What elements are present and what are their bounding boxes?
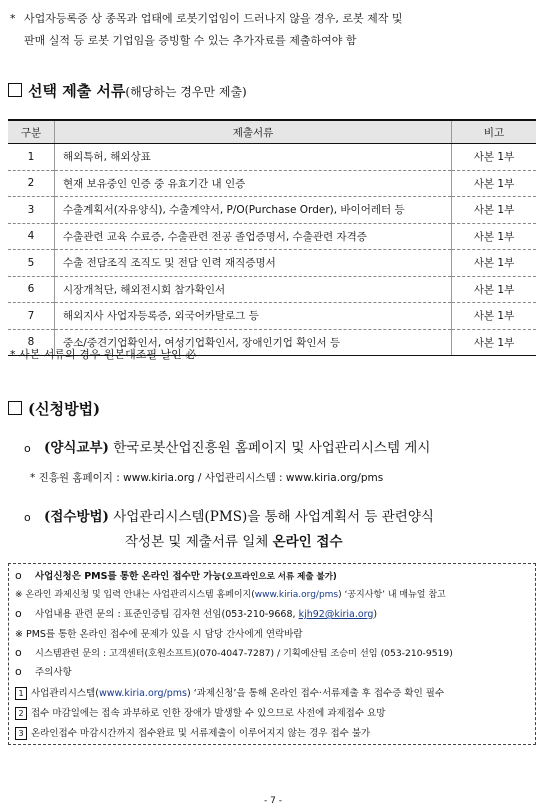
- circle-bullet-icon: o: [15, 607, 22, 620]
- pms-url: www.kiria.org/pms: [254, 590, 339, 600]
- circle-bullet-icon: o: [15, 646, 22, 659]
- header-doc: 제출서류: [55, 120, 452, 144]
- notice-line: o 시스템관련 문의 : 고객센터(호원소프트)(070-4047-7287) / 기획예산팀 조승미 선임 (053-210-9519): [15, 646, 453, 659]
- square-bullet-icon: [8, 401, 22, 415]
- documents-table: [8, 119, 536, 356]
- cell-doc: 중소/중견기업확인서, 여성기업확인서, 장애인기업 확인서 등: [55, 329, 452, 356]
- section-title: 선택 제출 서류: [28, 82, 126, 100]
- table-row: [8, 144, 536, 171]
- cell-doc: 시장개척단, 해외전시회 참가확인서: [55, 276, 452, 303]
- circle-bullet-icon: o: [24, 511, 31, 524]
- square-bullet-icon: [8, 83, 22, 97]
- cell-remark: 사본 1부: [452, 144, 537, 171]
- circle-bullet-icon: o: [15, 665, 22, 678]
- number-box-icon: 3: [15, 727, 27, 740]
- cell-no: 2: [8, 170, 55, 197]
- top-note-line2: 판매 실적 등 로봇 기업임을 증빙할 수 있는 추가자료를 제출하여야 함: [24, 34, 357, 47]
- page-number: - 7 -: [264, 796, 282, 806]
- method-submit-line2: 작성본 및 제출서류 일체 온라인 접수: [125, 534, 343, 550]
- notice-line: o 사업내용 관련 문의 : 표준인증팀 김자현 선임(053-210-9668, kjh92@kiria.org): [15, 607, 378, 620]
- cell-no: 8: [8, 329, 55, 356]
- cell-no: 3: [8, 197, 55, 224]
- table-row: [8, 170, 536, 197]
- cell-remark: 사본 1부: [452, 170, 537, 197]
- method-form-line: o (양식교부) 한국로봇산업진흥원 홈페이지 및 사업관리시스템 게시: [24, 440, 431, 456]
- email-link[interactable]: kjh92@kiria.org: [298, 609, 374, 620]
- table-row: [8, 197, 536, 224]
- section-title: (신청방법): [28, 400, 101, 418]
- notice-line: ※ PMS를 통한 온라인 접수에 문제가 있을 시 담당 간사에게 연락바람: [15, 629, 303, 640]
- cell-doc: 수출관련 교육 수료증, 수출관련 전공 졸업증명서, 수출관련 자격증: [55, 223, 452, 250]
- cell-remark: 사본 1부: [452, 329, 537, 356]
- top-note-line1: 사업자등록증 상 종목과 업태에 로봇기업임이 드러나지 않을 경우, 로봇 제작 및: [24, 12, 403, 25]
- notice-line: o 사업신청은 PMS를 통한 온라인 접수만 가능(오프라인으로 서류 제출 불가): [15, 569, 337, 582]
- cell-remark: 사본 1부: [452, 303, 537, 330]
- cell-doc: 해외특허, 해외상표: [55, 144, 452, 171]
- cell-remark: 사본 1부: [452, 276, 537, 303]
- notice-line: 3 온라인접수 마감시간까지 접수완료 및 서류제출이 이루어지지 않는 경우 접수 불가: [15, 725, 370, 740]
- circle-bullet-icon: o: [24, 442, 31, 455]
- notice-box: [8, 563, 536, 745]
- table-row: [8, 303, 536, 330]
- cell-no: 1: [8, 144, 55, 171]
- notice-line: 2 접수 마감일에는 접속 과부하로 인한 장애가 발생할 수 있으므로 사전에 과제접수 요망: [15, 705, 385, 720]
- table-row: [8, 250, 536, 277]
- notice-line: 1 사업관리시스템(www.kiria.org/pms) ‘과제신청’을 통해 온라인 접수·서류제출 후 접수증 확인 필수: [15, 685, 444, 700]
- section-subtitle: (해당하는 경우만 제출): [125, 85, 247, 99]
- table-row: [8, 223, 536, 250]
- header-no: 구분: [8, 120, 55, 144]
- method-form-sub: * 진흥원 홈페이지 : www.kiria.org / 사업관리시스템 : www.kiria.org/pms: [30, 472, 384, 484]
- cell-doc: 수출계획서(자유양식), 수출계약서, P/O(Purchase Order), 바이어레터 등: [55, 197, 452, 224]
- asterisk-icon: *: [10, 12, 16, 25]
- number-box-icon: 1: [15, 687, 27, 700]
- cell-remark: 사본 1부: [452, 223, 537, 250]
- cell-no: 6: [8, 276, 55, 303]
- number-box-icon: 2: [15, 707, 27, 720]
- top-note: [10, 8, 532, 52]
- cell-doc: 수출 전담조직 조직도 및 전담 인력 재직증명서: [55, 250, 452, 277]
- asterisk-icon: *: [10, 348, 16, 361]
- cell-no: 4: [8, 223, 55, 250]
- section-application-method: [8, 398, 100, 419]
- method-submit-line: o (접수방법) 사업관리시스템(PMS)을 통해 사업계획서 등 관련양식: [24, 509, 434, 525]
- cell-doc: 현재 보유중인 인증 중 유효기간 내 인증: [55, 170, 452, 197]
- cell-no: 5: [8, 250, 55, 277]
- header-remark: 비고: [452, 120, 537, 144]
- circle-bullet-icon: o: [15, 569, 22, 582]
- cell-remark: 사본 1부: [452, 197, 537, 224]
- section-optional-docs: [8, 80, 247, 101]
- cell-no: 7: [8, 303, 55, 330]
- notice-line: o 주의사항: [15, 665, 72, 678]
- table-row: [8, 276, 536, 303]
- table-note: * 사본 서류의 경우 원본대조필 날인 必: [10, 348, 197, 361]
- cell-doc: 해외지사 사업자등록증, 외국어카탈로그 등: [55, 303, 452, 330]
- asterisk-icon: *: [30, 472, 36, 484]
- notice-line: ※ 온라인 과제신청 및 입력 안내는 사업관리시스템 홈페이지(www.kiria.org/pms) ‘공지사항’ 내 매뉴얼 참고: [15, 590, 446, 600]
- cell-remark: 사본 1부: [452, 250, 537, 277]
